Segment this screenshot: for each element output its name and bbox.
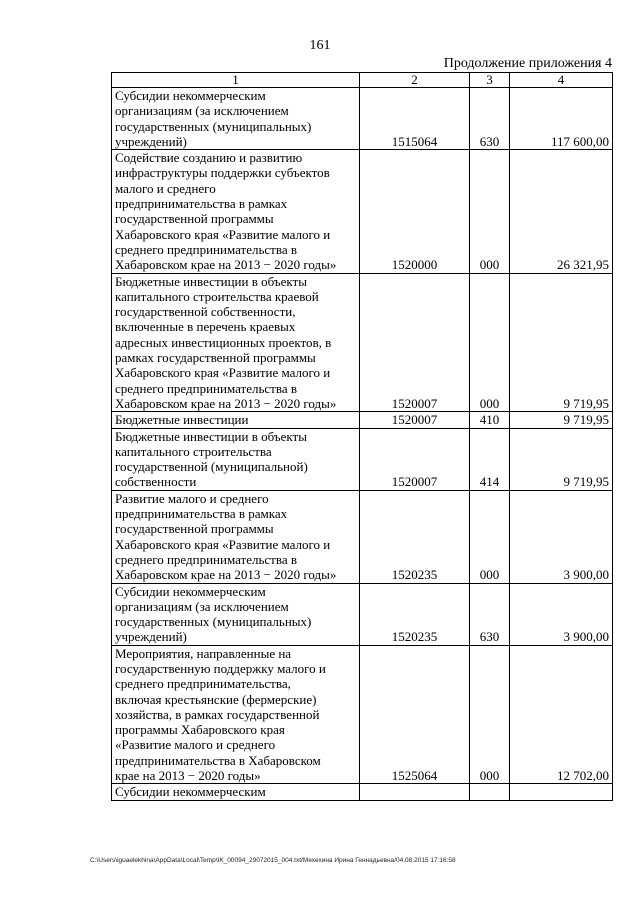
expense-name-line: Субсидии некоммерческим <box>115 583 266 599</box>
expense-name-line: Бюджетные инвестиции в объекты <box>115 428 307 444</box>
expense-name-line: государственной программы <box>115 211 274 227</box>
target-article-cell: 1520007 <box>360 412 470 428</box>
expense-name-line: «Развитие малого и среднего <box>115 737 276 753</box>
expense-name-line: капитального строительства краевой <box>115 288 319 304</box>
expense-name-line: малого и среднего <box>115 180 216 196</box>
expense-name-cell <box>112 88 360 150</box>
expense-name-line: программы Хабаровского края <box>115 722 285 738</box>
expense-name-line: Хабаровском крае на 2013 − 2020 годы» <box>115 395 337 411</box>
expense-name-line: Хабаровского края «Развитие малого и <box>115 226 331 242</box>
expense-name-line: организациям (за исключением <box>115 598 289 614</box>
expense-name-line: среднего предпринимательства, <box>115 676 291 692</box>
table-row <box>112 784 613 800</box>
expense-name-line: Субсидии некоммерческим <box>115 784 266 800</box>
table-row <box>112 150 613 273</box>
target-article-cell <box>360 784 470 800</box>
expense-name-line: Мероприятия, направленные на <box>115 645 292 661</box>
amount-cell: 3 900,00 <box>510 583 613 645</box>
expense-name-cell <box>112 784 360 800</box>
amount-cell: 9 719,95 <box>510 412 613 428</box>
page-number: 161 <box>309 38 331 53</box>
expense-type-cell: 630 <box>470 583 510 645</box>
expense-name-line: государственной собственности, <box>115 304 296 320</box>
expense-name-line: Хабаровского края «Развитие малого и <box>115 536 331 552</box>
column-header: 4 <box>510 73 613 88</box>
table-row <box>112 428 613 490</box>
expense-name-line: государственных (муниципальных) <box>115 118 312 134</box>
expense-name-line: Хабаровского края «Развитие малого и <box>115 365 331 381</box>
file-path-footer: C:\Users\iguaelekhina\AppData\Local\Temp\IK_00094_29072015_004.txt/Мехехина Ирина Геннадьевна/04.08.2015 17:16:58 <box>90 857 456 864</box>
expense-name-line: крае на 2013 − 2020 годы» <box>115 768 261 784</box>
expense-type-cell: 000 <box>470 150 510 273</box>
expense-name-line: государственную поддержку малого и <box>115 660 326 676</box>
expense-type-cell: 630 <box>470 88 510 150</box>
expense-name-line: предпринимательства в рамках <box>115 506 288 522</box>
target-article-cell: 1525064 <box>360 645 470 784</box>
expense-type-cell: 000 <box>470 645 510 784</box>
expense-name-line: предпринимательства в рамках <box>115 196 288 212</box>
amount-cell: 26 321,95 <box>510 150 613 273</box>
table-row <box>112 88 613 150</box>
expense-name-line: хозяйства, в рамках государственной <box>115 706 320 722</box>
target-article-cell: 1520235 <box>360 583 470 645</box>
expense-type-cell: 414 <box>470 428 510 490</box>
table-row <box>112 273 613 412</box>
expense-name-line: рамках государственной программы <box>115 350 316 366</box>
expense-name-line: Субсидии некоммерческим <box>115 88 266 103</box>
column-header: 2 <box>360 73 470 88</box>
table-header-row <box>112 73 613 88</box>
expense-name-line: предпринимательства в Хабаровском <box>115 752 321 768</box>
column-header: 3 <box>470 73 510 88</box>
table-row <box>112 490 613 583</box>
expense-name-line: Бюджетные инвестиции в объекты <box>115 273 307 289</box>
table-body <box>112 88 613 801</box>
expense-name-line: государственной программы <box>115 521 274 537</box>
table-row <box>112 645 613 784</box>
expense-type-cell: 000 <box>470 490 510 583</box>
target-article-cell: 1520235 <box>360 490 470 583</box>
target-article-cell: 1520007 <box>360 273 470 412</box>
amount-cell: 117 600,00 <box>510 88 613 150</box>
expense-name-cell <box>112 412 360 428</box>
expense-name-line: включенные в перечень краевых <box>115 319 296 335</box>
amount-cell: 3 900,00 <box>510 490 613 583</box>
expense-name-line: Содействие созданию и развитию <box>115 150 303 166</box>
expense-name-line: Хабаровском крае на 2013 − 2020 годы» <box>115 257 337 273</box>
target-article-cell: 1520000 <box>360 150 470 273</box>
target-article-cell: 1515064 <box>360 88 470 150</box>
amount-cell: 9 719,95 <box>510 428 613 490</box>
expense-name-line: собственности <box>115 474 197 490</box>
budget-table <box>111 72 613 801</box>
expense-name-line: учреждений) <box>115 629 187 645</box>
expense-name-line: капитального строительства <box>115 443 272 459</box>
amount-cell: 12 702,00 <box>510 645 613 784</box>
expense-name-line: государственной (муниципальной) <box>115 459 308 475</box>
expense-name-line: государственных (муниципальных) <box>115 614 312 630</box>
expense-name-line: учреждений) <box>115 133 187 149</box>
expense-name-cell <box>112 583 360 645</box>
expense-name-line: среднего предпринимательства в <box>115 241 297 257</box>
amount-cell <box>510 784 613 800</box>
expense-name-line: Хабаровском крае на 2013 − 2020 годы» <box>115 567 337 583</box>
expense-type-cell: 000 <box>470 273 510 412</box>
target-article-cell: 1520007 <box>360 428 470 490</box>
column-header: 1 <box>112 73 360 88</box>
expense-name-cell <box>112 150 360 273</box>
expense-name-line: адресных инвестиционных проектов, в <box>115 334 332 350</box>
table-row <box>112 412 613 428</box>
expense-type-cell <box>470 784 510 800</box>
expense-name-line: включая крестьянские (фермерские) <box>115 691 317 707</box>
expense-name-line: Развитие малого и среднего <box>115 490 269 506</box>
expense-name-cell <box>112 428 360 490</box>
amount-cell: 9 719,95 <box>510 273 613 412</box>
expense-name-cell <box>112 490 360 583</box>
expense-name-line: среднего предпринимательства в <box>115 380 297 396</box>
expense-name-line: Бюджетные инвестиции <box>115 412 249 428</box>
expense-name-cell <box>112 273 360 412</box>
continuation-caption: Продолжение приложения 4 <box>443 56 612 71</box>
expense-type-cell: 410 <box>470 412 510 428</box>
expense-name-line: инфраструктуры поддержки субъектов <box>115 165 330 181</box>
expense-name-line: среднего предпринимательства в <box>115 551 297 567</box>
table-row <box>112 583 613 645</box>
expense-name-cell <box>112 645 360 784</box>
expense-name-line: организациям (за исключением <box>115 103 289 119</box>
